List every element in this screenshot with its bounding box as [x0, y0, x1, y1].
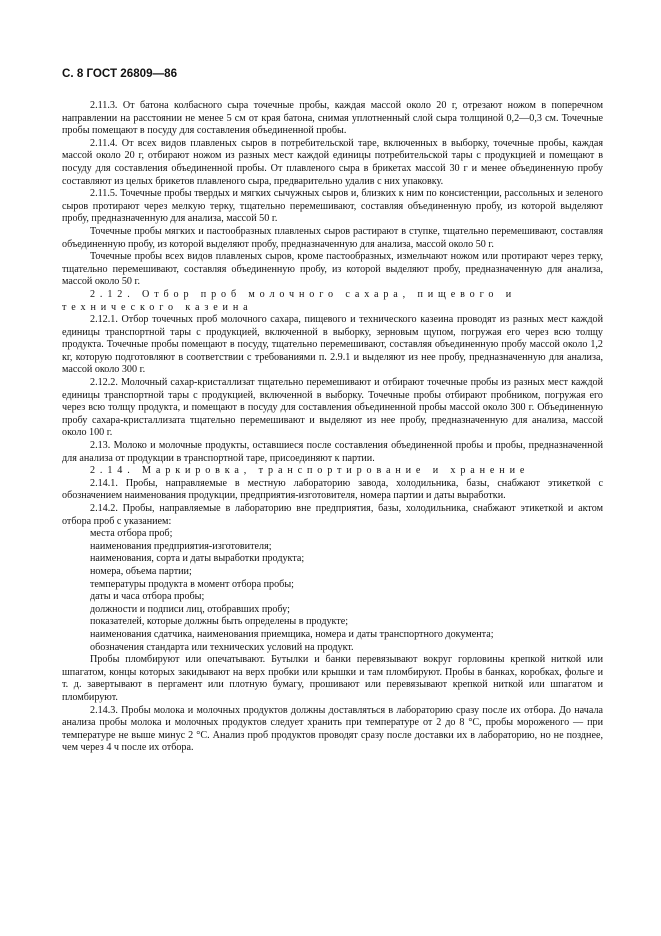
paragraph-2-11-5: 2.11.5. Точечные пробы твердых и мягких сычужных сыров и, близких к ним по консистенции, рассольных и зеленого сыров протирают через мелкую терку, тщательно перемешивают, составляя объединенную пробу, из которой выделяют пробу, предназначенную для анализа, массой 50 г.: [62, 188, 603, 225]
list-item: наименования сдатчика, наименования приемщика, номера и даты транспортного документа;: [90, 628, 494, 640]
paragraph-2-11-4: 2.11.4. От всех видов плавленых сыров в потребительской таре, включенных в выборку, точечные пробы, каждая массой около 20 г, отбирают ножом из разных мест каждой единицы потребительской тары с продукцией и помещают в посуду для составления объединенной пробы. От плавленого сыра в брикетах массой 30 г и менее объединенную пробу составляют из целых брикетов плавленого сыра, предварительно удалив с них упаковку.: [62, 137, 603, 187]
list-item: наименования, сорта и даты выработки продукта;: [90, 553, 305, 565]
list-item: места отбора проб;: [90, 528, 173, 540]
list-item: даты и часа отбора пробы;: [90, 591, 205, 603]
list-item: температуры продукта в момент отбора пробы;: [90, 578, 294, 590]
paragraph-all-processed-cheese: Точечные пробы всех видов плавленых сыров, кроме пастообразных, измельчают ножом или протирают через терку, тщательно перемешивают, составляя объединенную пробу, из которой выделяют пробу, предназначенную для анализа, массой около 50 г.: [62, 251, 603, 288]
document-body: [62, 100, 603, 755]
paragraph-2-11-3: 2.11.3. От батона колбасного сыра точечные пробы, каждая массой около 20 г, отрезают ножом в поперечном направлении на расстоянии не менее 5 см от края батона, снимая уплотненный слой сыра толщиной 0,2—0,3 см. Точечные пробы помещают в посуду для составления объединенной пробы.: [62, 100, 603, 137]
list-item: обозначения стандарта или технических условий на продукт.: [90, 641, 354, 653]
paragraph-2-12-1: 2.12.1. Отбор точечных проб молочного сахара, пищевого и технического казеина проводят из разных мест каждой единицы транспортной тары с продукцией, включенной в выборку, зерновым щупом, погружая его через всю толщу продукта. Точечные пробы помещают в посуду, тщательно перемешивают, составляя объединенную пробу массой около 1,2 кг, которую подготовляют в соответствии с требованиями п. 2.9.1 и выделяют из нее пробу, предназначенную для анализа, массой около 300 г.: [62, 314, 603, 376]
page-header: С. 8 ГОСТ 26809—86: [62, 67, 178, 80]
paragraph-2-14-1: 2.14.1. Пробы, направляемые в местную лабораторию завода, холодильника, базы, снабжают этикеткой с обозначением наименования продукции, предприятия-изготовителя, номера партии и даты выработки.: [62, 477, 603, 502]
paragraph-2-14-3: 2.14.3. Пробы молока и молочных продуктов должны доставляться в лабораторию сразу после их отбора. До начала анализа пробы молока и молочных продуктов следует хранить при температуре от 2 до 8 °С, пробы мороженого — при температуре не выше минус 2 °С. Анализ проб продуктов проводят сразу после доставки их в лабораторию, но не позднее, чем через 4 ч после их отбора.: [62, 704, 603, 754]
list-item: номера, объема партии;: [90, 565, 192, 577]
list-item: показателей, которые должны быть определены в продукте;: [90, 616, 349, 628]
section-heading-2-12: 2.12. Отбор проб молочного сахара, пищевого и технического казеина: [62, 288, 517, 313]
list-item: должности и подписи лиц, отобравших пробу;: [90, 603, 290, 615]
list-item: наименования предприятия-изготовителя;: [90, 540, 272, 552]
paragraph-2-14-2: 2.14.2. Пробы, направляемые в лабораторию вне предприятия, базы, холодильника, снабжают этикеткой и актом отбора проб с указанием:: [62, 503, 603, 527]
paragraph-paste-cheese: Точечные пробы мягких и пастообразных плавленых сыров растирают в ступке, тщательно перемешивают, составляя объединенную пробу, из которой выделяют пробу, предназначенную для анализа, массой около 50 г.: [62, 225, 603, 250]
paragraph-2-13: 2.13. Молоко и молочные продукты, оставшиеся после составления объединенной пробы и пробы, предназначенной для анализа от продукции в транспортной таре, присоединяют к партии.: [62, 440, 603, 464]
paragraph-sealing: Пробы пломбируют или опечатывают. Бутылки и банки перевязывают вокруг горловины крепкой ниткой или шпагатом, концы которых закидывают на верх пробки или крышки и там пломбируют. Пробы в банках, коробках, фольге и т. д. завертывают в пергамент или плотную бумагу, прошивают или перевязывают крепкой ниткой или шпагатом и пломбируют.: [62, 654, 603, 703]
section-heading-2-14: 2.14. Маркировка, транспортирование и хранение: [90, 465, 530, 477]
paragraph-2-12-2: 2.12.2. Молочный сахар-кристаллизат тщательно перемешивают и отбирают точечные пробы из разных мест каждой единицы транспортной тары с продукцией, включенной в выборку. Точечные пробы отбирают пробником, погружая его через всю толщу продукта, и помещают в посуду для составления объединенной пробы массой около 300 г. Объединенную пробу сахара-кристаллизата тщательно перемешивают и выделяют из нее пробу, предназначенную для анализа, массой около 100 г.: [62, 377, 603, 439]
